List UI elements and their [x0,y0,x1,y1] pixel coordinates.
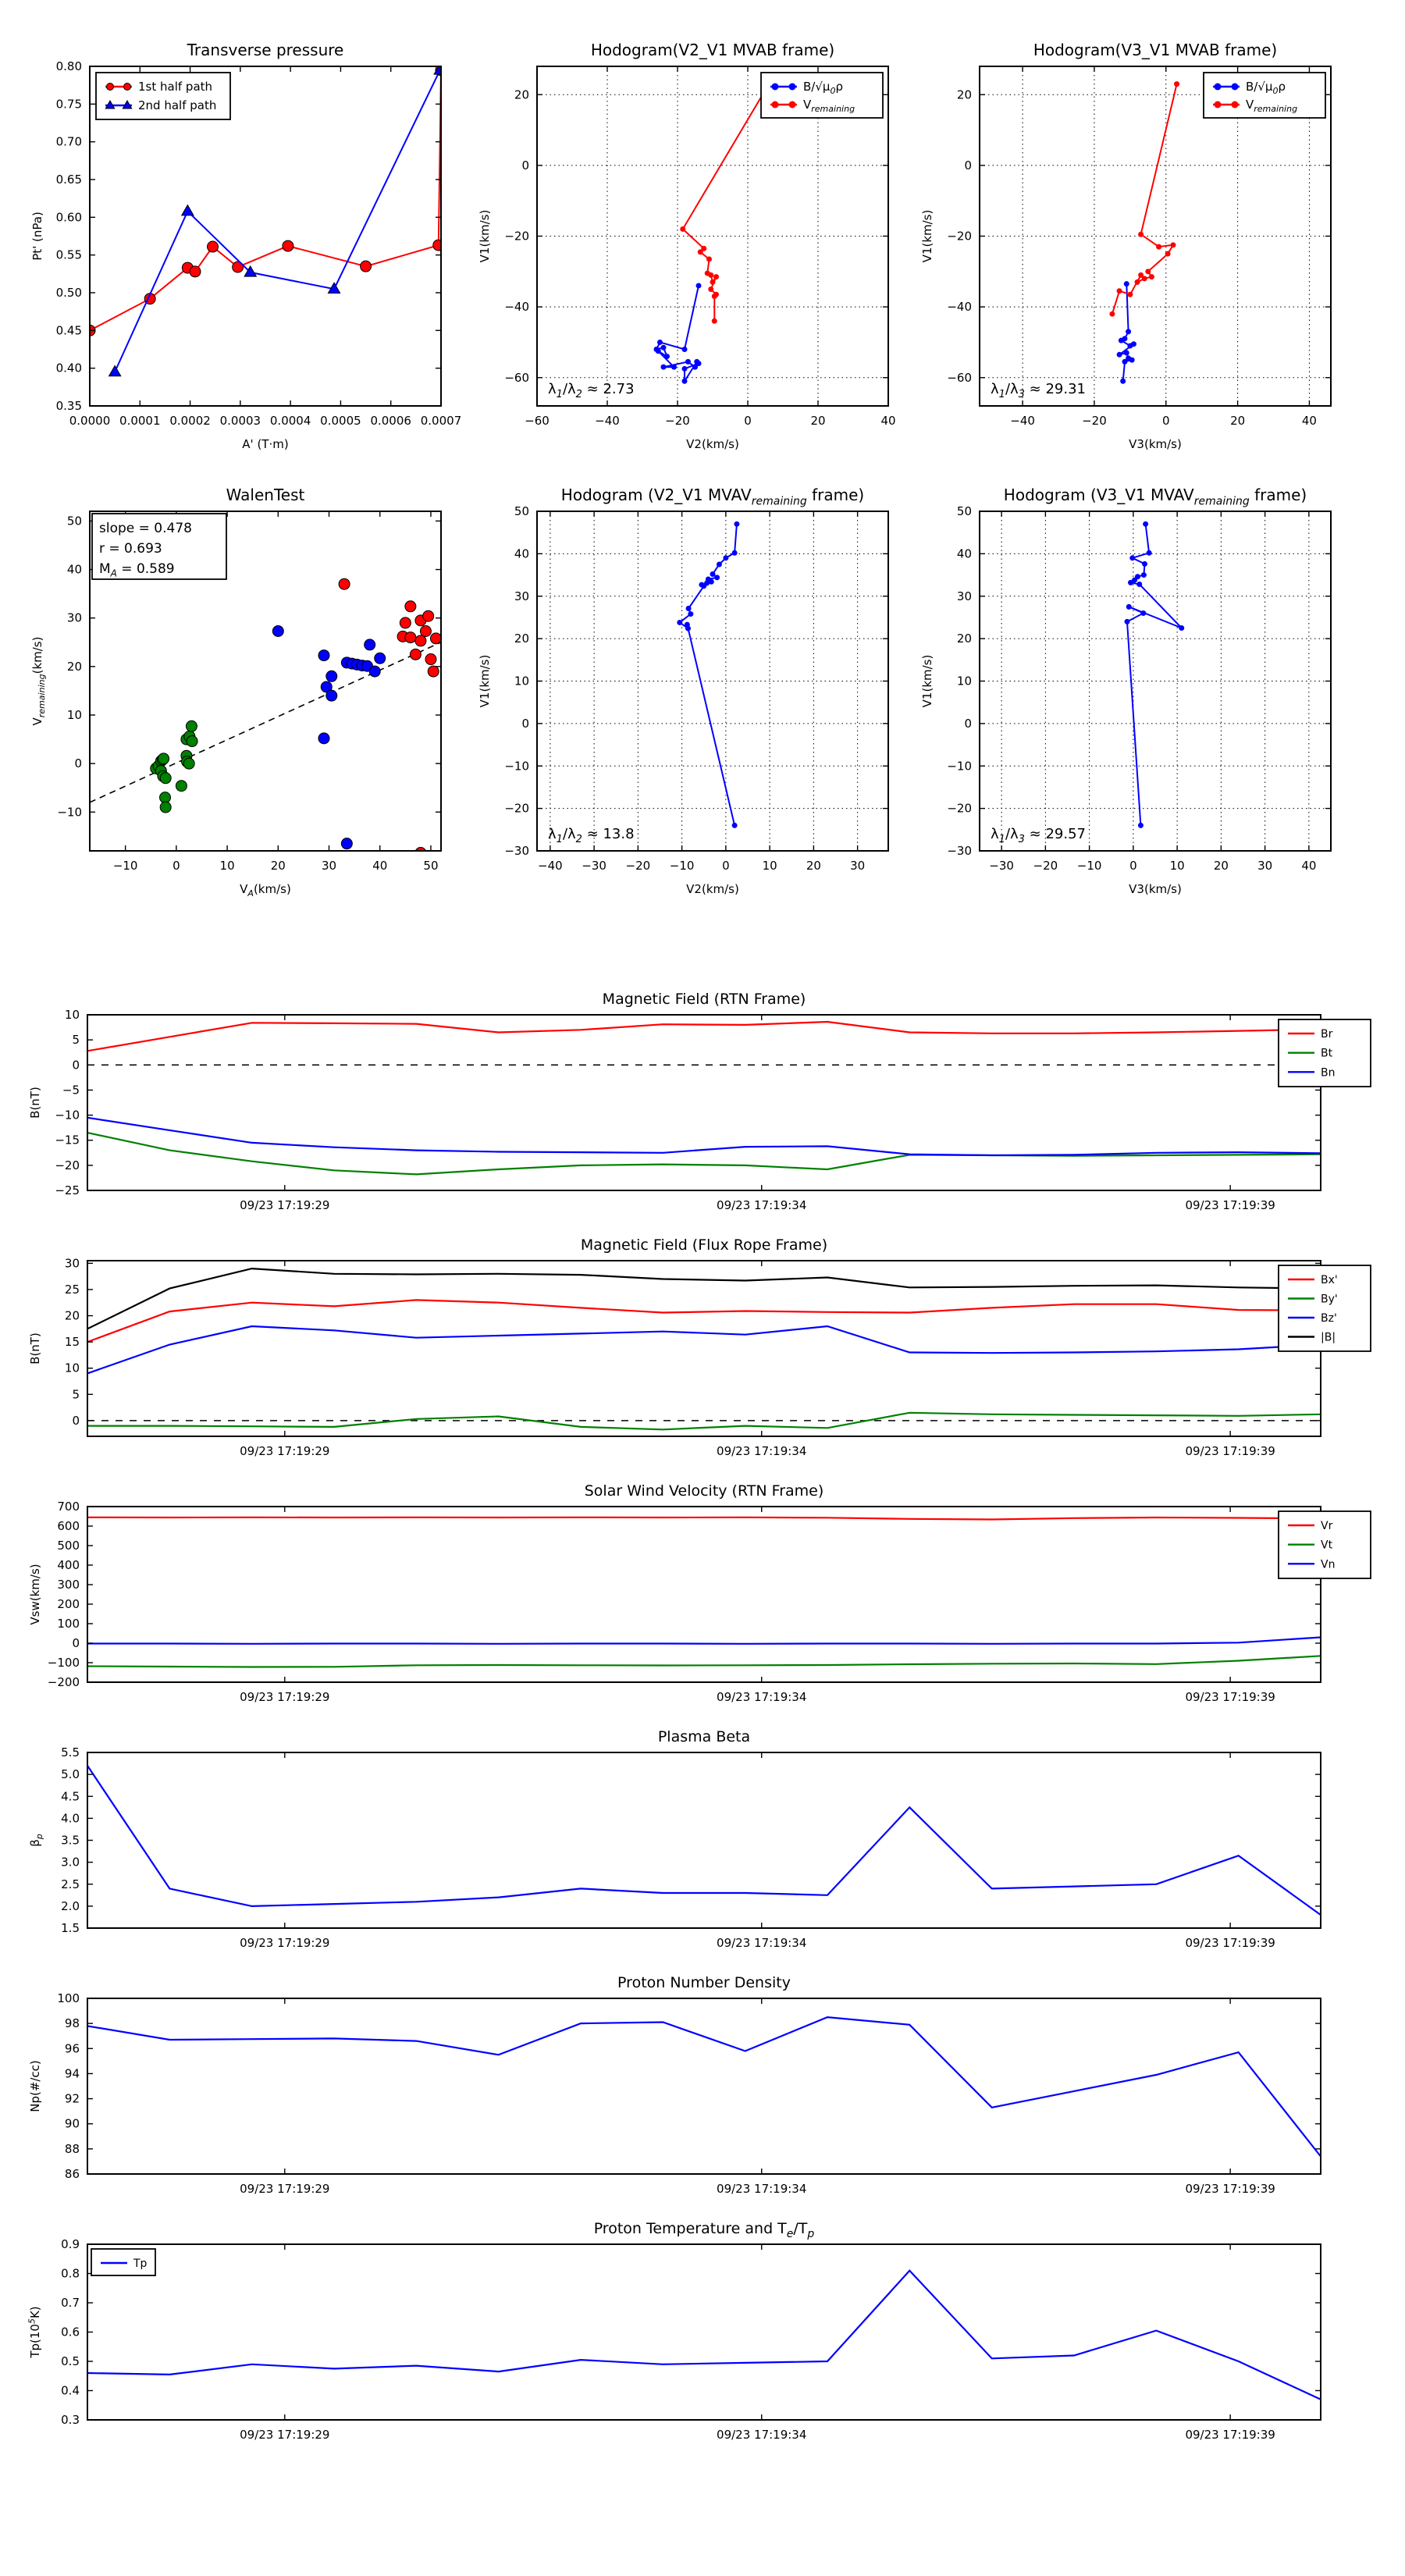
svg-text:−20: −20 [55,1158,80,1172]
svg-text:Vremaining(km/s): $V_{remaining}(km/s)$ [30,636,48,726]
svg-text:2.5: 2.5 [61,1877,80,1891]
svg-text:400: 400 [57,1558,80,1572]
chart-hodogram-v3v1-mvav [920,486,1331,896]
svg-text:10: 10 [762,859,777,873]
svg-text:100: 100 [57,1617,80,1631]
chart-hodogram-v2v1-mvab [478,41,896,451]
svg-text:MA = 0.589: $M_A = 0.589$ [99,561,175,579]
svg-text:V1(km/s): V1(km/s) [920,209,934,263]
svg-text:−30: −30 [947,844,972,858]
svg-text:09/23 17:19:29: 09/23 17:19:29 [240,2428,330,2442]
svg-text:09/23 17:19:39: 09/23 17:19:39 [1185,1198,1275,1212]
svg-text:Vremaining: $V_{remaining}$ [1246,98,1298,115]
svg-text:86: 86 [64,2167,80,2181]
svg-text:96: 96 [64,2041,80,2056]
svg-text:0.6: 0.6 [61,2325,80,2339]
svg-text:10: 10 [219,859,235,873]
svg-text:−20: −20 [504,801,529,816]
svg-text:−20: −20 [947,801,972,816]
svg-text:−20: −20 [1033,859,1058,873]
svg-text:0.9: 0.9 [61,2237,80,2251]
svg-text:Bz': Bz' [1321,1312,1337,1325]
svg-text:40: 40 [372,859,388,873]
svg-text:20: 20 [66,659,82,674]
svg-text:20: 20 [514,87,529,102]
svg-text:4.5: 4.5 [61,1789,80,1804]
svg-text:30: 30 [321,859,337,873]
svg-text:−30: −30 [989,859,1014,873]
svg-text:0: 0 [1129,859,1137,873]
svg-text:VA(km/s): $V_A(km/s)$ [240,882,291,899]
svg-text:Bt: Bt [1321,1047,1333,1060]
svg-text:−30: −30 [582,859,606,873]
svg-text:20: 20 [1230,414,1246,428]
svg-text:5: 5 [72,1033,80,1048]
svg-text:By': By' [1321,1293,1338,1306]
svg-text:slope = 0.478: slope = 0.478 [99,521,192,536]
svg-text:−30: −30 [504,844,529,858]
chart-proton-number-density [28,1974,1321,2196]
svg-text:20: 20 [956,632,972,646]
svg-text:|B|: |B| [1321,1331,1336,1344]
svg-text:20: 20 [1213,859,1229,873]
svg-text:09/23 17:19:29: 09/23 17:19:29 [240,1198,330,1212]
svg-text:−60: −60 [525,414,550,428]
svg-text:09/23 17:19:39: 09/23 17:19:39 [1185,2182,1275,2196]
svg-text:Hodogram(V3_V1 MVAB frame): Hodogram(V3_V1 MVAB frame) [1033,41,1278,59]
svg-text:V2(km/s): V2(km/s) [686,882,739,896]
svg-text:700: 700 [57,1500,80,1514]
svg-text:0: 0 [74,756,82,771]
svg-text:0.45: 0.45 [55,323,82,338]
svg-text:0.0000: 0.0000 [69,414,111,428]
svg-text:30: 30 [66,610,82,625]
svg-text:0: 0 [722,859,730,873]
svg-text:−10: −10 [1076,859,1102,873]
svg-text:10: 10 [64,1361,80,1375]
svg-text:Hodogram (V3_V1 MVAVremaining: Hodogram (V3_V1 $MVAV_{remaining}$ frame) [1003,486,1307,508]
svg-text:Transverse pressure: Transverse pressure [187,41,344,59]
svg-text:0.60: 0.60 [55,210,82,225]
svg-text:09/23 17:19:39: 09/23 17:19:39 [1185,1936,1275,1950]
svg-text:09/23 17:19:29: 09/23 17:19:29 [240,1690,330,1704]
svg-text:10: 10 [66,708,82,722]
svg-text:r = 0.693: r = 0.693 [99,541,162,557]
svg-text:V1(km/s): V1(km/s) [478,654,492,708]
svg-text:V2(km/s): V2(km/s) [686,437,739,451]
svg-text:0.0005: 0.0005 [320,414,361,428]
svg-text:25: 25 [64,1282,80,1297]
svg-text:09/23 17:19:34: 09/23 17:19:34 [717,2428,807,2442]
svg-text:B/√μ0ρ: $B/√\mu_0\rho$ [803,80,843,97]
svg-text:Proton Temperature and Te/Tp: Proton Temperature and $T_e/T_p$ [593,2220,815,2241]
svg-text:Pt' (nPa): Pt' (nPa) [30,212,44,261]
svg-text:0.50: 0.50 [55,286,82,300]
svg-text:20: 20 [270,859,286,873]
chart-hodogram-v2v1-mvav [478,486,888,896]
svg-text:Solar Wind Velocity (RTN Frame: Solar Wind Velocity (RTN Frame) [584,1482,824,1500]
svg-text:0: 0 [72,1058,80,1073]
svg-text:λ1/λ3 ≈ 29.31: $\lambda_1/\lambda_3 \approx 29.31$ [991,381,1086,400]
svg-text:Np(#/cc): Np(#/cc) [28,2060,42,2112]
svg-text:30: 30 [850,859,866,873]
svg-text:20: 20 [956,87,972,102]
svg-text:1.5: 1.5 [61,1921,80,1935]
svg-text:0.70: 0.70 [55,134,82,149]
svg-text:09/23 17:19:34: 09/23 17:19:34 [717,1936,807,1950]
svg-text:30: 30 [64,1256,80,1271]
svg-text:50: 50 [423,859,439,873]
svg-text:0: 0 [173,859,180,873]
svg-text:50: 50 [66,514,82,528]
svg-text:10: 10 [956,674,972,688]
svg-text:−20: −20 [625,859,651,873]
svg-text:0.55: 0.55 [55,247,82,262]
svg-text:0.75: 0.75 [55,97,82,112]
svg-text:5: 5 [72,1387,80,1402]
svg-text:−10: −10 [112,859,138,873]
svg-text:09/23 17:19:34: 09/23 17:19:34 [717,1198,807,1212]
svg-text:−20: −20 [665,414,690,428]
svg-text:3.5: 3.5 [61,1833,80,1848]
svg-text:20: 20 [810,414,826,428]
svg-text:09/23 17:19:39: 09/23 17:19:39 [1185,1444,1275,1458]
svg-text:A' (T·m): A' (T·m) [242,437,289,451]
svg-text:−40: −40 [947,300,972,315]
chart-plasma-beta [28,1728,1321,1950]
chart-proton-temperature [27,2220,1321,2442]
svg-text:−60: −60 [504,370,529,385]
svg-text:−40: −40 [504,300,529,315]
chart-hodogram-v3v1-mvab [920,41,1331,451]
svg-text:300: 300 [57,1578,80,1592]
svg-text:−10: −10 [57,805,82,820]
svg-text:−10: −10 [669,859,695,873]
svg-text:0: 0 [964,716,972,731]
svg-text:2nd half path: 2nd half path [138,98,217,112]
svg-text:Proton Number Density: Proton Number Density [617,1974,791,1991]
chart-magnetic-field-flux-rope [28,1236,1371,1458]
svg-text:94: 94 [64,2066,80,2081]
svg-text:−40: −40 [538,859,563,873]
svg-text:90: 90 [64,2116,80,2131]
svg-text:40: 40 [956,546,972,561]
svg-text:V1(km/s): V1(km/s) [478,209,492,263]
svg-text:λ1/λ2 ≈ 13.8: $\lambda_1/\lambda_2 \approx 13.8$ [548,826,635,845]
svg-text:30: 30 [1257,859,1273,873]
svg-text:Magnetic Field (RTN Frame): Magnetic Field (RTN Frame) [602,991,806,1008]
svg-text:30: 30 [514,589,529,603]
svg-text:100: 100 [57,1991,80,2005]
svg-text:WalenTest: WalenTest [226,486,305,504]
chart-solar-wind-velocity [28,1482,1371,1704]
svg-text:09/23 17:19:39: 09/23 17:19:39 [1185,1690,1275,1704]
svg-text:20: 20 [64,1308,80,1323]
svg-text:Vremaining: $V_{remaining}$ [803,98,855,115]
svg-text:−60: −60 [947,370,972,385]
svg-text:−200: −200 [47,1675,80,1689]
svg-text:20: 20 [806,859,821,873]
svg-text:10: 10 [64,1008,80,1022]
svg-text:λ1/λ3 ≈ 29.57: $\lambda_1/\lambda_3 \approx 29.57$ [991,826,1086,845]
svg-text:−100: −100 [47,1656,80,1670]
svg-text:Hodogram (V2_V1 MVAVremaining: Hodogram (V2_V1 $MVAV_{remaining}$ frame) [560,486,865,508]
svg-text:0.0007: 0.0007 [420,414,462,428]
svg-text:10: 10 [1169,859,1185,873]
svg-text:0.7: 0.7 [61,2296,80,2310]
svg-text:0: 0 [1162,414,1170,428]
svg-text:09/23 17:19:34: 09/23 17:19:34 [717,1690,807,1704]
svg-text:−20: −20 [1082,414,1107,428]
svg-text:Bn: Bn [1321,1066,1336,1080]
svg-text:09/23 17:19:39: 09/23 17:19:39 [1185,2428,1275,2442]
svg-text:92: 92 [64,2091,80,2106]
svg-text:0.0001: 0.0001 [119,414,161,428]
svg-text:−10: −10 [55,1108,80,1123]
svg-text:3.0: 3.0 [61,1855,80,1870]
svg-text:0.40: 0.40 [55,361,82,375]
svg-text:5.5: 5.5 [61,1745,80,1759]
svg-text:Vsw(km/s): Vsw(km/s) [28,1564,42,1625]
svg-text:09/23 17:19:29: 09/23 17:19:29 [240,2182,330,2196]
svg-text:Hodogram(V2_V1 MVAB frame): Hodogram(V2_V1 MVAB frame) [590,41,835,59]
svg-text:40: 40 [514,546,529,561]
chart-magnetic-field-rtn [28,991,1371,1212]
svg-text:30: 30 [956,589,972,603]
svg-text:600: 600 [57,1519,80,1533]
svg-text:0.0006: 0.0006 [370,414,411,428]
svg-text:09/23 17:19:34: 09/23 17:19:34 [717,1444,807,1458]
svg-text:Plasma Beta: Plasma Beta [657,1728,751,1745]
svg-text:0.65: 0.65 [55,173,82,187]
svg-text:5.0: 5.0 [61,1767,80,1782]
svg-text:0.0002: 0.0002 [169,414,211,428]
svg-text:Bx': Bx' [1321,1274,1338,1286]
svg-text:10: 10 [514,674,529,688]
svg-text:−20: −20 [947,229,972,244]
svg-text:09/23 17:19:34: 09/23 17:19:34 [717,2182,807,2196]
svg-text:500: 500 [57,1539,80,1553]
svg-text:Vt: Vt [1321,1539,1333,1552]
svg-text:−40: −40 [1010,414,1035,428]
svg-text:50: 50 [956,504,972,518]
svg-text:200: 200 [57,1597,80,1611]
svg-text:0.5: 0.5 [61,2354,80,2368]
svg-text:4.0: 4.0 [61,1811,80,1826]
svg-text:V3(km/s): V3(km/s) [1129,437,1182,451]
svg-text:50: 50 [514,504,529,518]
svg-text:1st half path: 1st half path [138,80,213,94]
svg-text:98: 98 [64,2016,80,2031]
svg-text:0.8: 0.8 [61,2266,80,2281]
svg-text:V3(km/s): V3(km/s) [1129,882,1182,896]
svg-text:0: 0 [521,158,529,173]
svg-text:88: 88 [64,2141,80,2156]
svg-text:40: 40 [1301,859,1317,873]
svg-text:V1(km/s): V1(km/s) [920,654,934,708]
svg-text:−20: −20 [504,229,529,244]
svg-text:B(nT): B(nT) [28,1087,42,1119]
chart-transverse-pressure [30,41,461,451]
svg-text:40: 40 [66,562,82,577]
svg-text:0: 0 [521,716,529,731]
svg-text:40: 40 [1301,414,1317,428]
svg-text:Vn: Vn [1321,1558,1336,1571]
svg-text:0.4: 0.4 [61,2383,80,2398]
svg-text:0: 0 [744,414,752,428]
svg-text:0.3: 0.3 [61,2413,80,2427]
chart-walen-test [30,486,441,898]
svg-text:λ1/λ2 ≈ 2.73: $\lambda_1/\lambda_2 \approx 2.73$ [548,381,635,400]
svg-text:Magnetic Field (Flux Rope Fram: Magnetic Field (Flux Rope Frame) [580,1236,828,1254]
svg-text:−25: −25 [55,1183,80,1197]
svg-text:Tp(105K): $Tp(10^5K)$ [27,2306,42,2358]
svg-text:0.35: 0.35 [55,399,82,413]
svg-text:0: 0 [72,1636,80,1650]
svg-text:40: 40 [880,414,896,428]
svg-text:−10: −10 [947,759,972,774]
svg-text:0.0004: 0.0004 [269,414,311,428]
svg-text:Br: Br [1321,1028,1333,1041]
svg-text:09/23 17:19:29: 09/23 17:19:29 [240,1444,330,1458]
svg-text:βp: $\beta_p$ [28,1834,45,1847]
svg-text:09/23 17:19:29: 09/23 17:19:29 [240,1936,330,1950]
svg-text:0.0003: 0.0003 [219,414,261,428]
svg-text:−5: −5 [62,1083,80,1098]
svg-text:2.0: 2.0 [61,1898,80,1913]
svg-text:0: 0 [964,158,972,173]
svg-text:Tp: Tp [133,2258,148,2270]
svg-text:0: 0 [72,1413,80,1428]
svg-text:0.80: 0.80 [55,59,82,73]
svg-text:−15: −15 [55,1133,80,1147]
svg-text:20: 20 [514,632,529,646]
svg-text:−40: −40 [595,414,620,428]
svg-text:−10: −10 [504,759,529,774]
svg-text:Vr: Vr [1321,1520,1333,1532]
svg-text:15: 15 [64,1335,80,1350]
svg-text:B(nT): B(nT) [28,1332,42,1364]
svg-text:B/√μ0ρ: $B/√\mu_0\rho$ [1246,80,1286,97]
